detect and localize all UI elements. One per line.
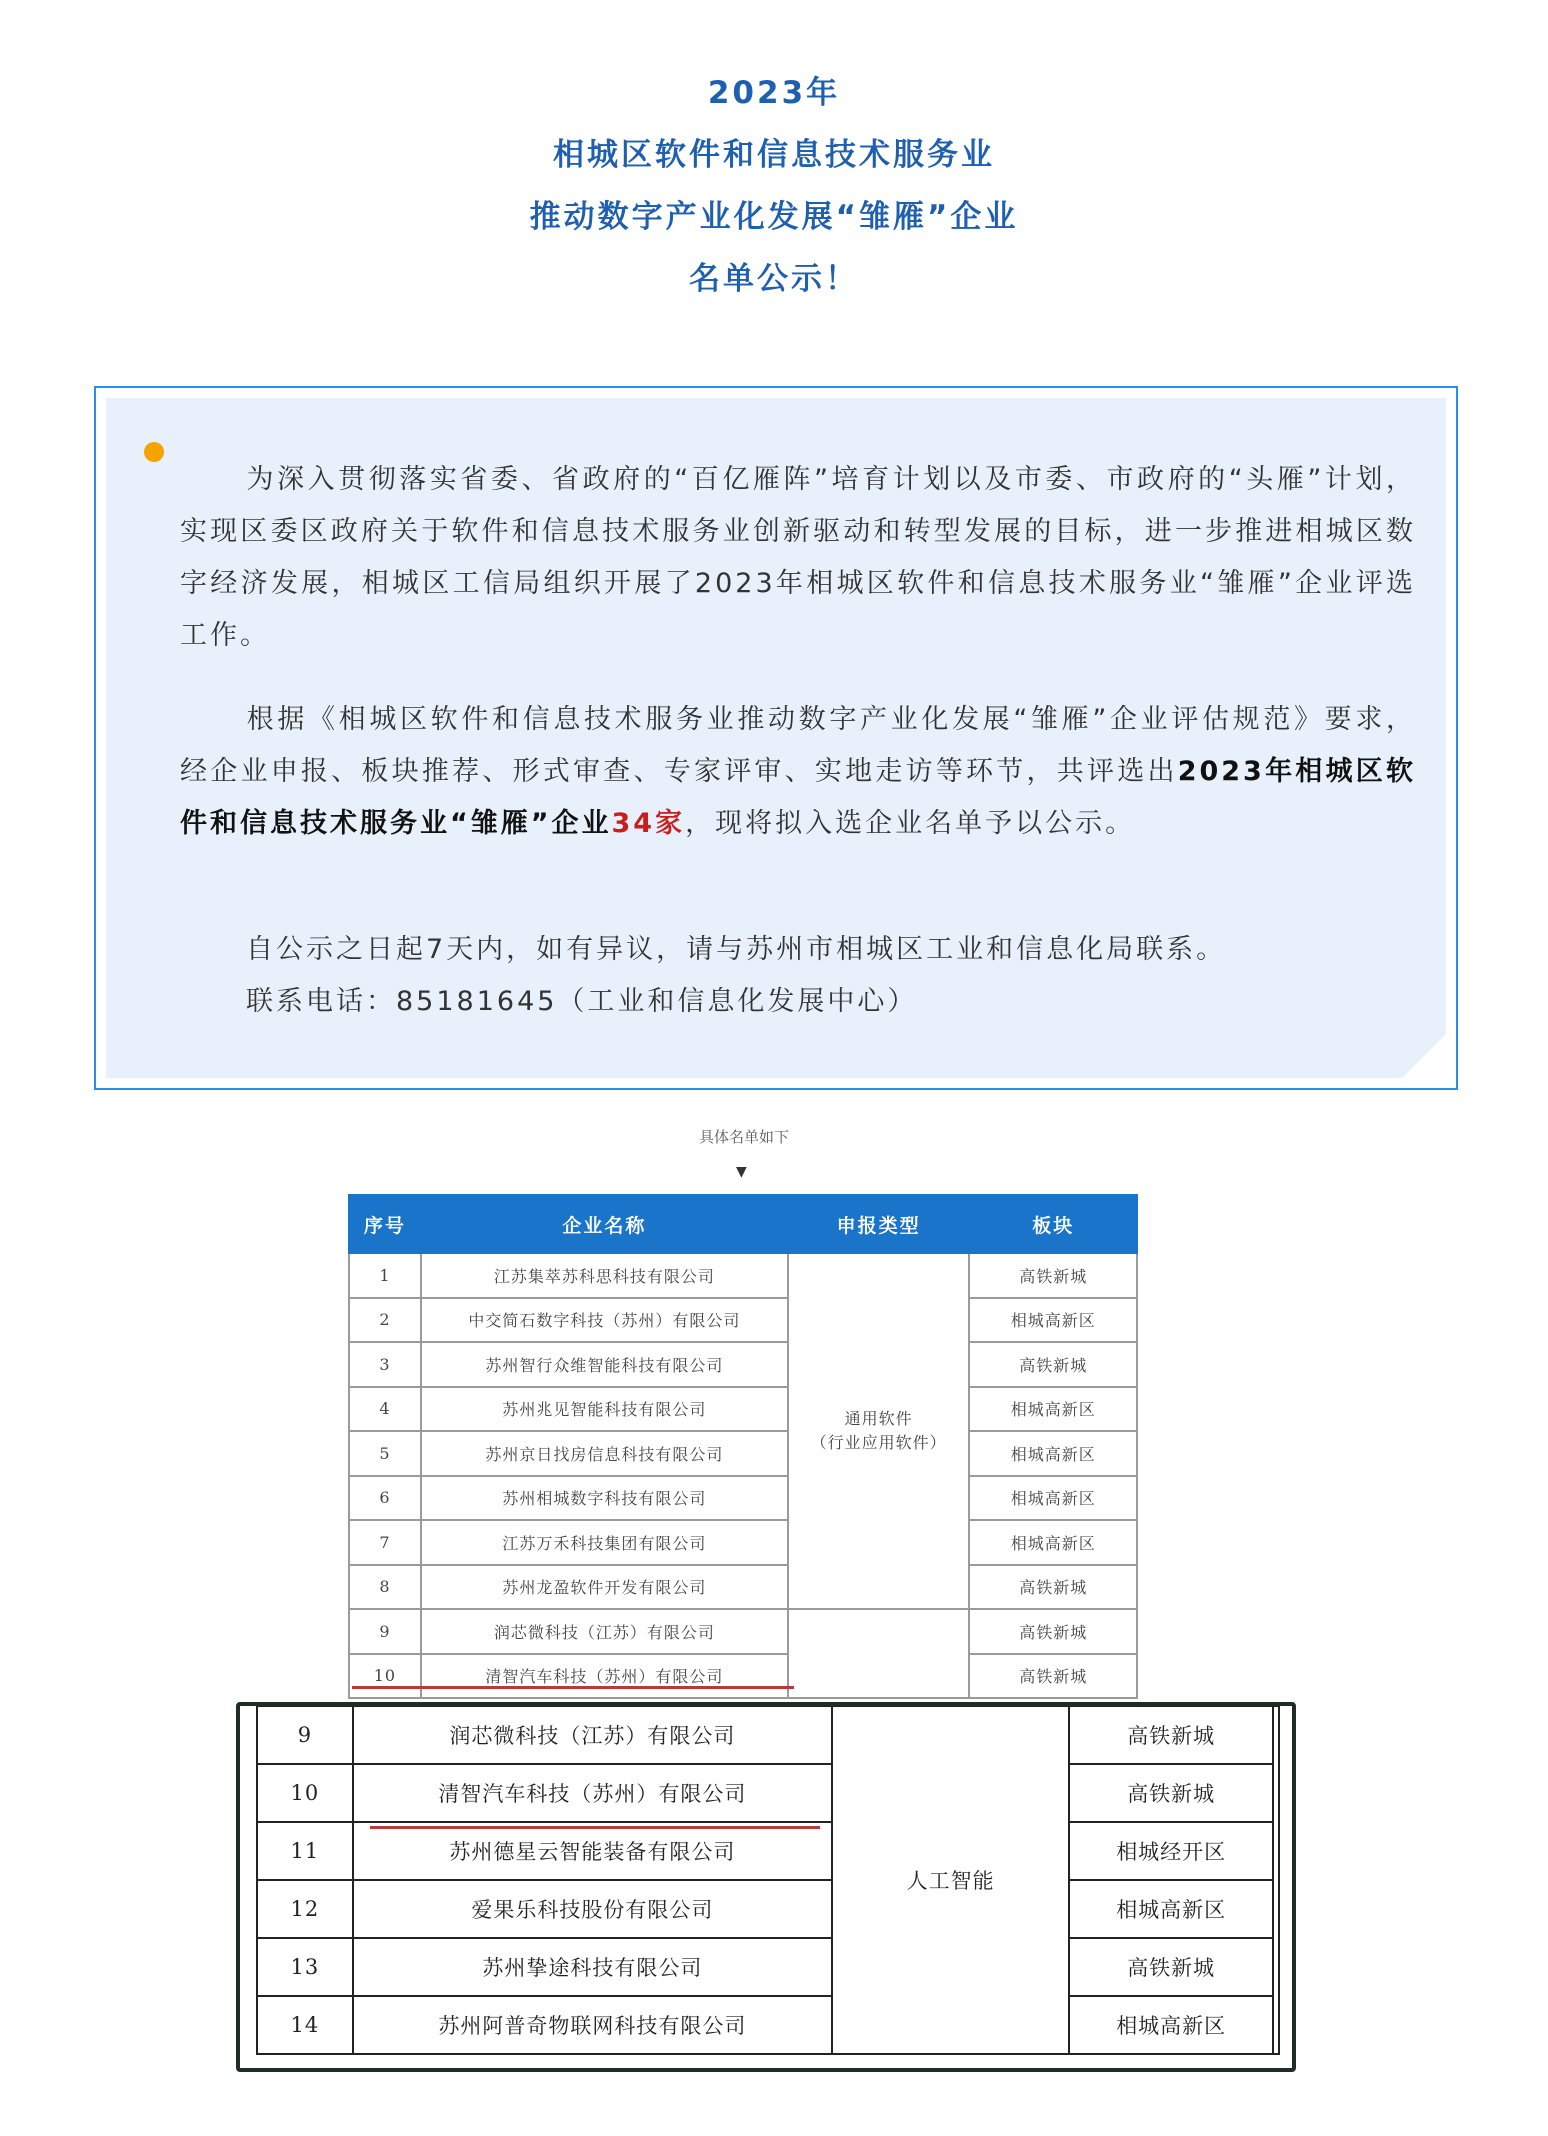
enterprise-table (348, 1194, 1138, 1699)
title-line-1: 2023年 (707, 75, 841, 111)
type-general-software: 通用软件 （行业应用软件） (788, 1253, 970, 1609)
contact-phone: 联系电话：85181645（工业和信息化发展中心） (246, 986, 918, 1017)
table-row (349, 1298, 1137, 1343)
notice-box (94, 386, 1458, 1090)
row-name: 苏州挚途科技有限公司 (353, 1938, 832, 1996)
notice-paragraph-2-bold: 2023年相城区软件和信息技术服务业“雏雁”企业 (180, 756, 1416, 839)
row-name: 苏州京日找房信息科技有限公司 (421, 1431, 788, 1476)
row-no: 13 (257, 1938, 353, 1996)
row-area: 相城高新区 (1069, 1996, 1273, 2054)
table-row (257, 1764, 1279, 1822)
down-arrow-icon: ▼ (736, 1164, 747, 1180)
notice-paragraph-1 (180, 454, 1416, 662)
row-no: 9 (257, 1706, 353, 1764)
table-row (257, 1822, 1279, 1880)
row-name: 苏州龙盈软件开发有限公司 (421, 1565, 788, 1610)
row-no: 3 (349, 1342, 421, 1387)
list-caption: 具体名单如下 (698, 1128, 789, 1146)
row-no: 12 (257, 1880, 353, 1938)
page-fold-decoration (1402, 1034, 1446, 1078)
row-area: 高铁新城 (969, 1342, 1137, 1387)
bullet-dot-icon (144, 442, 164, 462)
row-area: 相城高新区 (969, 1298, 1137, 1343)
row-area: 高铁新城 (969, 1654, 1137, 1699)
table-row (349, 1520, 1137, 1565)
title-line-3: 推动数字产业化发展“雏雁”企业 (529, 199, 1019, 235)
row-area: 高铁新城 (1069, 1764, 1273, 1822)
row-area: 相城高新区 (969, 1431, 1137, 1476)
row-area: 高铁新城 (969, 1565, 1137, 1610)
row-no: 11 (257, 1822, 353, 1880)
row-name: 苏州德星云智能装备有限公司 (353, 1822, 832, 1880)
row-name: 江苏集萃苏科思科技有限公司 (421, 1253, 788, 1298)
table-row (349, 1431, 1137, 1476)
notice-paragraph-2-end: ，现将拟入选企业名单予以公示。 (685, 808, 1136, 839)
row-no: 4 (349, 1387, 421, 1432)
table-row (257, 1996, 1279, 2054)
edge-cell (1273, 1706, 1279, 2054)
row-area: 相城高新区 (969, 1387, 1137, 1432)
row-area: 相城高新区 (1069, 1880, 1273, 1938)
zoomed-table-overlay (236, 1702, 1296, 2072)
table-row (349, 1476, 1137, 1521)
row-no: 6 (349, 1476, 421, 1521)
notice-paragraph-2 (180, 694, 1416, 850)
objection-notice: 自公示之日起7天内，如有异议，请与苏州市相城区工业和信息化局联系。 (246, 934, 1227, 965)
table-row (349, 1342, 1137, 1387)
row-name: 润芯微科技（江苏）有限公司 (421, 1609, 788, 1654)
row-area: 高铁新城 (1069, 1706, 1273, 1764)
row-name: 清智汽车科技（苏州）有限公司 (353, 1764, 832, 1822)
table-row (349, 1387, 1137, 1432)
notice-paragraph-1-text: 为深入贯彻落实省委、省政府的“百亿雁阵”培育计划以及市委、市政府的“头雁”计划，实现区委区政府关于软件和信息技术服务业创新驱动和转型发展的目标，进一步推进相城区数字经济发展，相城区工信局组织开展了2023年相城区软件和信息技术服务业“雏雁”企业评选工作。 (180, 464, 1416, 651)
row-no: 1 (349, 1253, 421, 1298)
table-row (349, 1565, 1137, 1610)
row-no: 5 (349, 1431, 421, 1476)
highlight-underline (352, 1686, 794, 1689)
row-name: 爱果乐科技股份有限公司 (353, 1880, 832, 1938)
table-row (349, 1253, 1137, 1298)
row-no: 9 (349, 1609, 421, 1654)
row-area: 高铁新城 (969, 1609, 1137, 1654)
row-area: 相城经开区 (1069, 1822, 1273, 1880)
row-name: 清智汽车科技（苏州）有限公司 (421, 1654, 788, 1699)
page-title (0, 62, 1548, 310)
row-no: 10 (349, 1654, 421, 1699)
row-name: 江苏万禾科技集团有限公司 (421, 1520, 788, 1565)
title-line-2: 相城区软件和信息技术服务业 (553, 137, 995, 173)
row-no: 7 (349, 1520, 421, 1565)
row-name: 苏州阿普奇物联网科技有限公司 (353, 1996, 832, 2054)
notice-paragraph-2-start: 根据《相城区软件和信息技术服务业推动数字产业化发展“雏雁”企业评估规范》要求，经企业申报、板块推荐、形式审查、专家评审、实地走访等环节，共评选出 (180, 704, 1416, 787)
row-no: 10 (257, 1764, 353, 1822)
row-area: 高铁新城 (1069, 1938, 1273, 1996)
enterprise-count: 34家 (611, 808, 686, 839)
row-no: 2 (349, 1298, 421, 1343)
table-header-row (349, 1195, 1137, 1253)
title-line-4: 名单公示！ (689, 261, 859, 297)
header-no: 序号 (349, 1195, 421, 1253)
table-row (349, 1609, 1137, 1654)
row-area: 高铁新城 (969, 1253, 1137, 1298)
header-area: 板块 (969, 1195, 1137, 1253)
type-cell-continued (788, 1609, 970, 1698)
row-name: 苏州智行众维智能科技有限公司 (421, 1342, 788, 1387)
header-name: 企业名称 (421, 1195, 788, 1253)
row-no: 8 (349, 1565, 421, 1610)
table-row (349, 1654, 1137, 1699)
row-area: 相城高新区 (969, 1476, 1137, 1521)
row-name: 苏州兆见智能科技有限公司 (421, 1387, 788, 1432)
notice-panel (106, 398, 1446, 1078)
header-type: 申报类型 (788, 1195, 970, 1253)
table-row (257, 1938, 1279, 1996)
table-row (257, 1706, 1279, 1764)
row-name: 苏州相城数字科技有限公司 (421, 1476, 788, 1521)
type-ai: 人工智能 (832, 1706, 1070, 2054)
row-name: 中交简石数字科技（苏州）有限公司 (421, 1298, 788, 1343)
row-area: 相城高新区 (969, 1520, 1137, 1565)
row-name: 润芯微科技（江苏）有限公司 (353, 1706, 832, 1764)
highlight-underline (370, 1826, 820, 1829)
table-row (257, 1880, 1279, 1938)
ai-enterprise-table (256, 1705, 1280, 2055)
row-no: 14 (257, 1996, 353, 2054)
